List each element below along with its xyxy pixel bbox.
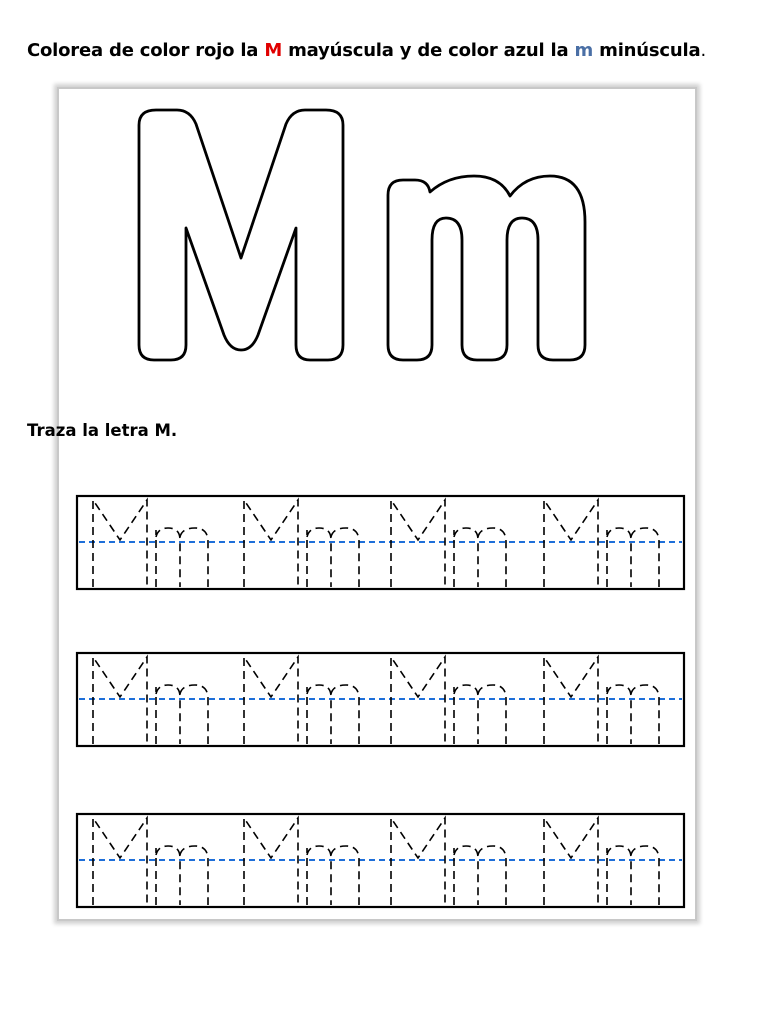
instruction-part3: minúscula [593, 40, 701, 61]
instruction-lower-letter: m [574, 40, 594, 61]
instruction-part2: mayúscula y de color azul la [282, 40, 575, 61]
instruction-end: . [700, 40, 706, 61]
trace-pair [93, 818, 208, 905]
trace-title: Traza la letra M. [27, 421, 178, 440]
trace-pair [244, 818, 359, 905]
instruction-part1: Colorea de color rojo la [27, 40, 265, 61]
instruction-upper-letter: M [264, 40, 283, 61]
trace-pair [544, 818, 659, 905]
trace-pair [391, 818, 506, 905]
